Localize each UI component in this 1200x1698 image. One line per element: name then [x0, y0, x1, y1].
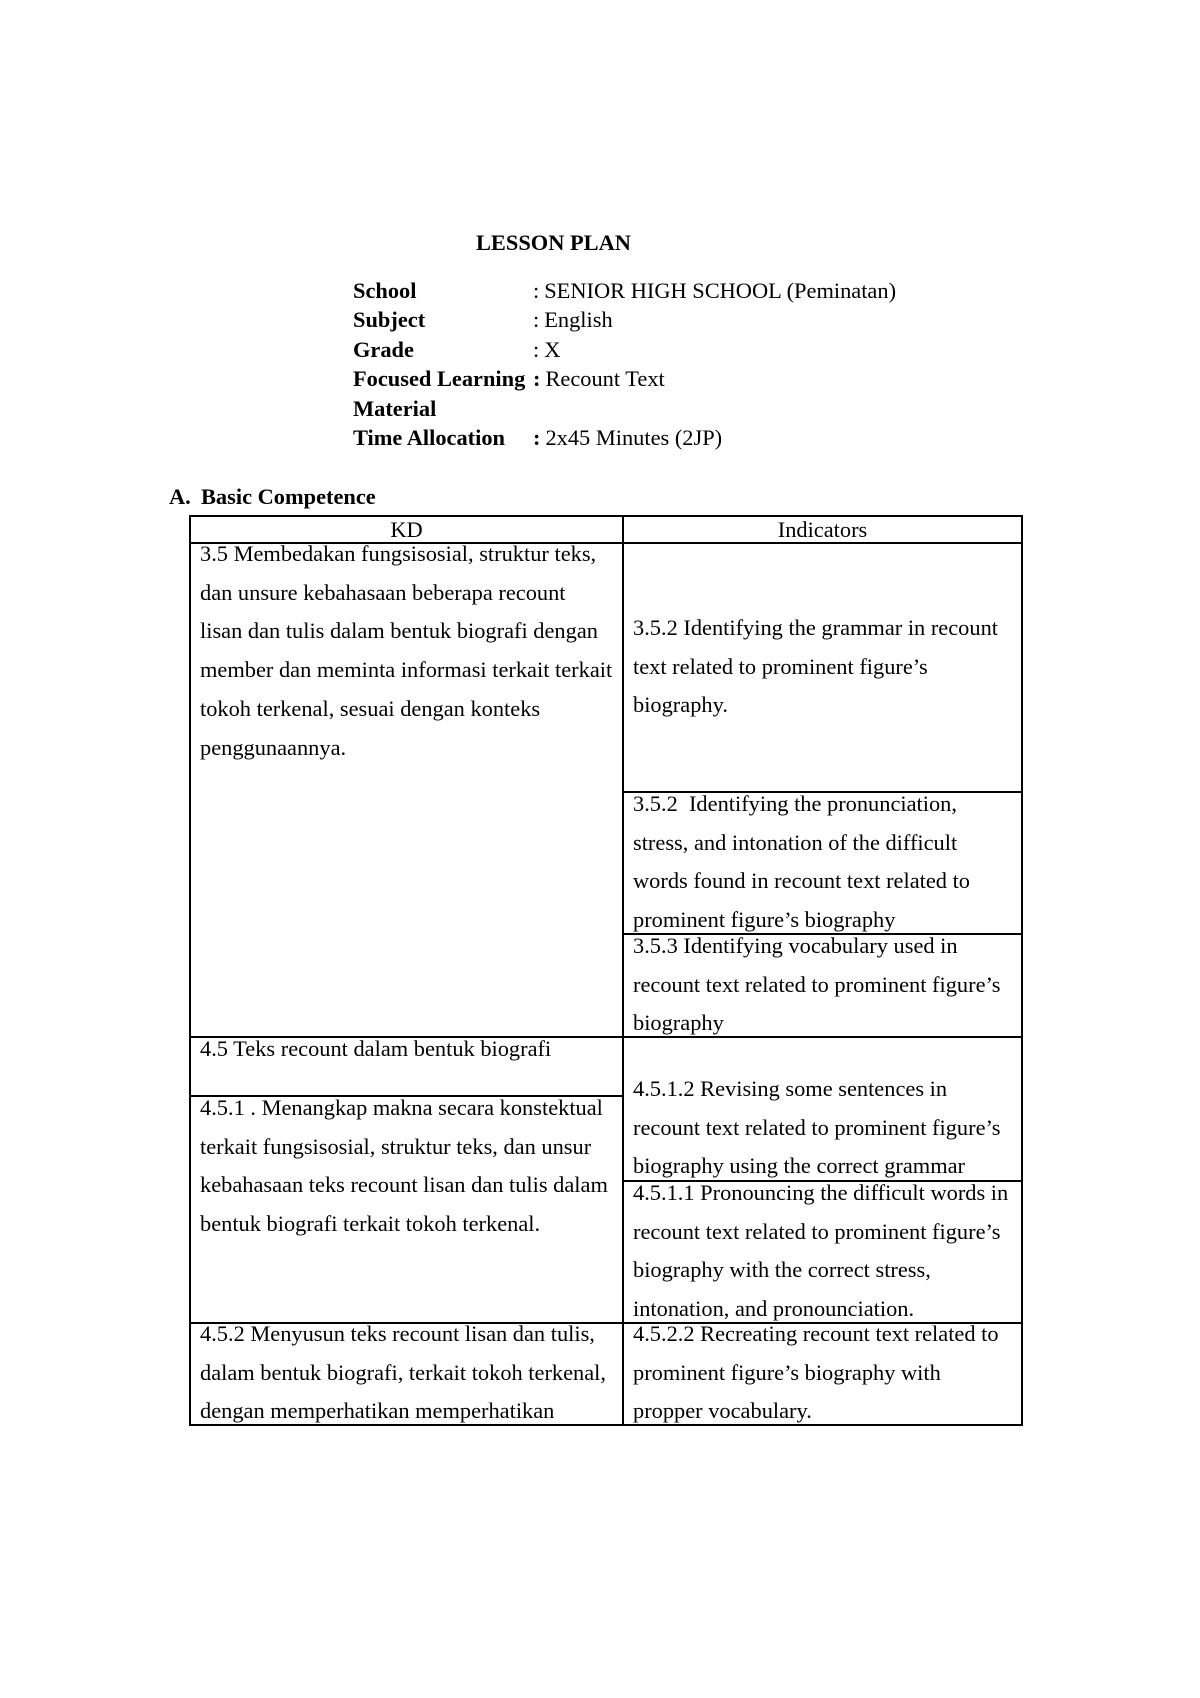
indicator-cell-text: 3.5.2 Identifying the grammar in recount text related to prominent figure’s biography. — [633, 615, 998, 718]
identity-separator: : — [533, 425, 541, 451]
basic-competence-table — [189, 515, 1023, 1426]
identity-value-text: 2x45 Minutes (2JP) — [545, 425, 723, 451]
kd-cell-text: 4.5.1 . Menangkap makna secara konstektual terkait fungsisosial, struktur teks, dan unsur kebahasaan teks recount lisan dan tulis dalam bentuk biografi terkait tokoh terkenal. — [200, 1095, 608, 1237]
indicator-cell-3-5-2-grammar — [622, 542, 1021, 791]
table-header-indicators: Indicators — [622, 515, 1021, 542]
identity-value-text: SENIOR HIGH SCHOOL (Peminatan) — [544, 278, 897, 303]
identity-value-school — [533, 276, 896, 305]
indicator-cell-text: 3.5.3 Identifying vocabulary used in recount text related to prominent figure’s biography — [633, 933, 1001, 1036]
section-a-heading: Basic Competence — [201, 484, 376, 509]
kd-cell-3-5 — [189, 542, 622, 1036]
identity-label-subject: Subject — [353, 307, 426, 333]
indicator-cell-4-5-2-2 — [622, 1322, 1021, 1424]
identity-label-time-allocation: Time Allocation — [353, 425, 505, 451]
identity-separator: : — [533, 336, 540, 362]
indicator-cell-4-5-1-1 — [622, 1180, 1021, 1322]
kd-cell-4-5 — [189, 1036, 622, 1095]
identity-value-focused-learning-material — [533, 364, 896, 423]
identity-value-text: Recount Text — [545, 366, 665, 392]
kd-cell-text: 4.5 Teks recount dalam bentuk biografi — [200, 1036, 552, 1061]
page-title: LESSON PLAN — [476, 230, 631, 255]
identity-label-focused-learning-material: Focused Learning Material — [353, 366, 526, 421]
table-header-kd: KD — [189, 515, 622, 542]
identity-value-text: X — [544, 336, 561, 362]
indicator-cell-text: 3.5.2 Identifying the pronunciation, stress, and intonation of the difficult words found in recount text related to prominent figure’s biography — [633, 791, 971, 933]
kd-cell-4-5-2 — [189, 1322, 622, 1424]
section-a-marker: A. — [169, 484, 191, 509]
identity-label-grade: Grade — [353, 336, 414, 362]
identity-value-subject — [533, 305, 896, 334]
lesson-identity — [353, 276, 896, 452]
indicator-cell-text: 4.5.1.1 Pronouncing the difficult words in recount text related to prominent figure’s biography with the correct stress, intonation, and pronounciation. — [633, 1180, 1009, 1322]
kd-cell-text: 3.5 Membedakan fungsisosial, struktur teks, dan unsure kebahasaan beberapa recount lisan dan tulis dalam bentuk biografi dengan member dan meminta informasi terkait terkait tokoh terkenal, sesuai dengan konteks penggunaannya. — [200, 541, 613, 760]
identity-separator: : — [533, 307, 540, 333]
identity-separator: : — [533, 278, 540, 303]
indicator-cell-3-5-3 — [622, 933, 1021, 1036]
identity-value-text: English — [544, 307, 613, 333]
identity-value-time-allocation — [533, 423, 896, 452]
indicator-cell-3-5-2-pronunciation — [622, 791, 1021, 933]
identity-label-school: School — [353, 278, 417, 303]
kd-cell-text: 4.5.2 Menyusun teks recount lisan dan tulis, dalam bentuk biografi, terkait tokoh terkenal, dengan memperhatikan memperhatikan — [200, 1321, 607, 1424]
indicator-cell-4-5-1-2 — [622, 1036, 1021, 1180]
identity-value-grade — [533, 335, 896, 364]
identity-separator: : — [533, 366, 541, 392]
kd-cell-4-5-1 — [189, 1095, 622, 1322]
indicator-cell-text: 4.5.1.2 Revising some sentences in recount text related to prominent figure’s biography using the correct grammar — [633, 1076, 1001, 1179]
indicator-cell-text: 4.5.2.2 Recreating recount text related to prominent figure’s biography with propper vocabulary. — [633, 1321, 999, 1424]
